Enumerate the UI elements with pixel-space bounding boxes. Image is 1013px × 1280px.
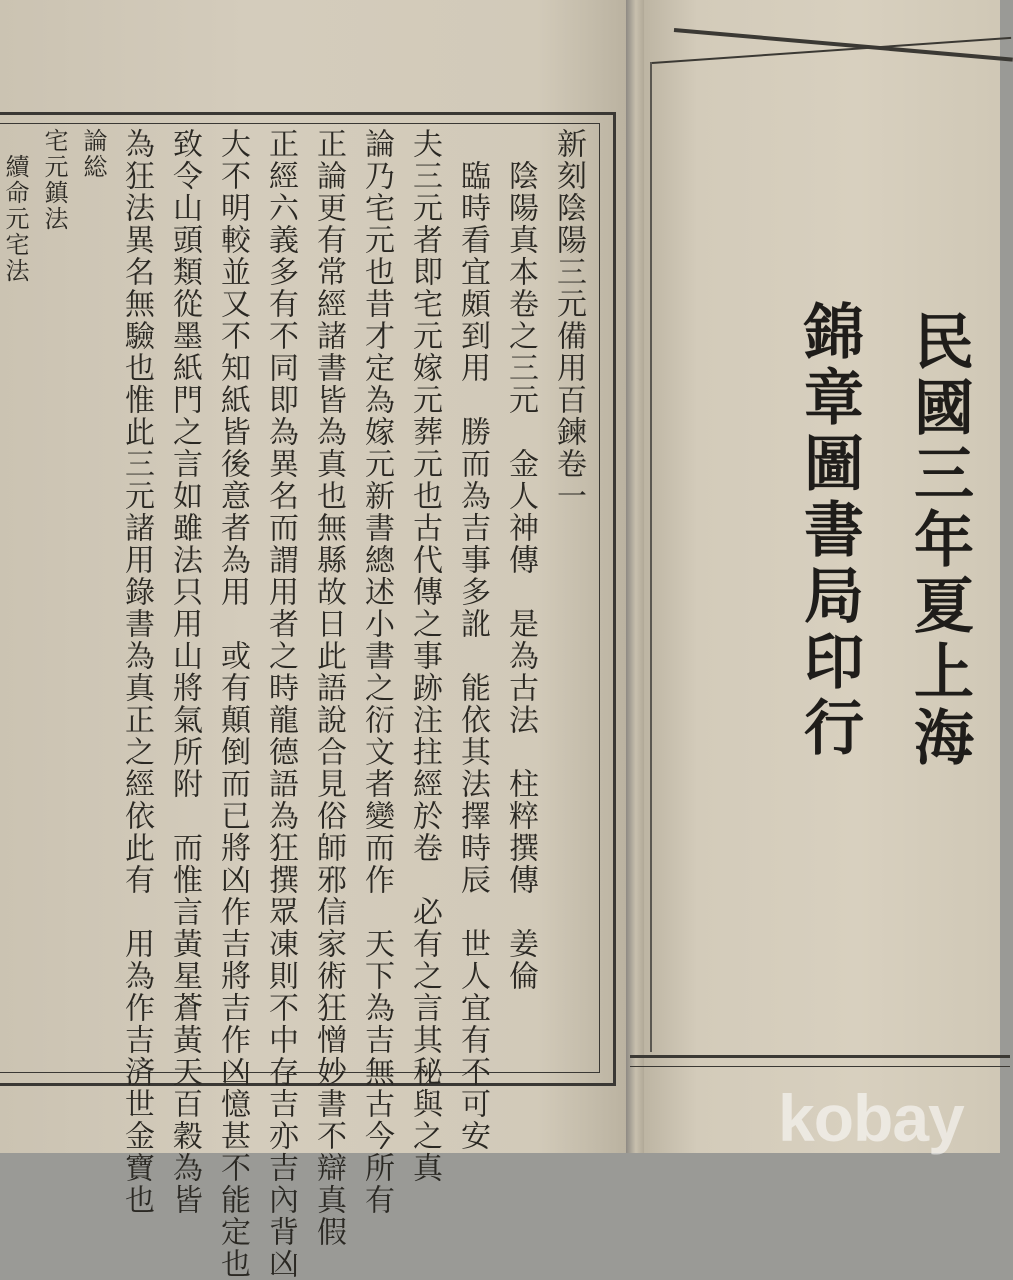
text-column: 新刻陰陽三元備用百鍊卷一: [551, 128, 586, 512]
watermark-logo: kobay: [778, 1081, 964, 1155]
imprint-date: 民國三年夏上海: [904, 310, 974, 772]
text-column: 正經六義多有不同即為異名而謂用者之時龍德語為狂撰眾凍則不中存吉亦吉內背凶: [263, 128, 298, 1280]
text-column: 論乃宅元也昔才定為嫁元新書總述小書之衍文者變而作 天下為吉無古今所有: [359, 128, 394, 1216]
text-column: 正論更有常經諸書皆為真也無縣故日此語說合見俗師邪信家術狂憎妙書不辯真假: [311, 128, 346, 1248]
text-column: 論総: [79, 128, 107, 180]
page-rule-bottom-inner: [630, 1066, 1010, 1067]
page-rule-bottom: [630, 1055, 1010, 1058]
text-column: 陰陽真本卷之三元 金人神傳 是為古法 柱粹撰傳 姜倫: [503, 128, 538, 992]
imprint-publisher: 錦章圖書局印行: [794, 300, 864, 762]
page-rule-left: [650, 62, 652, 1052]
text-column: 宅元鎮法: [40, 128, 68, 232]
text-column: 臨時看宜頗到用 勝而為吉事多訛 能依其法擇時辰 世人宜有不可安: [455, 128, 490, 1152]
text-column: 為狂法異名無驗也惟此三元諸用錄書為真正之經依此有 用為作吉済世金寶也: [119, 128, 154, 1216]
text-column: 致令山頭類從墨紙門之言如雖法只用山將氣所附 而惟言黃星蒼黃天百穀為皆: [167, 128, 202, 1216]
vertical-text-block: [1, 128, 590, 1280]
right-page: [644, 0, 1000, 1153]
text-column: 大不明較並又不知紙皆後意者為用 或有顛倒而已將凶作吉將吉作凶憶甚不能定也: [215, 128, 250, 1280]
text-column: 夫三元者即宅元嫁元葬元也古代傳之事跡注拄經於卷 必有之言其秘與之真: [407, 128, 442, 1184]
text-column: 續命元宅法: [1, 128, 29, 284]
